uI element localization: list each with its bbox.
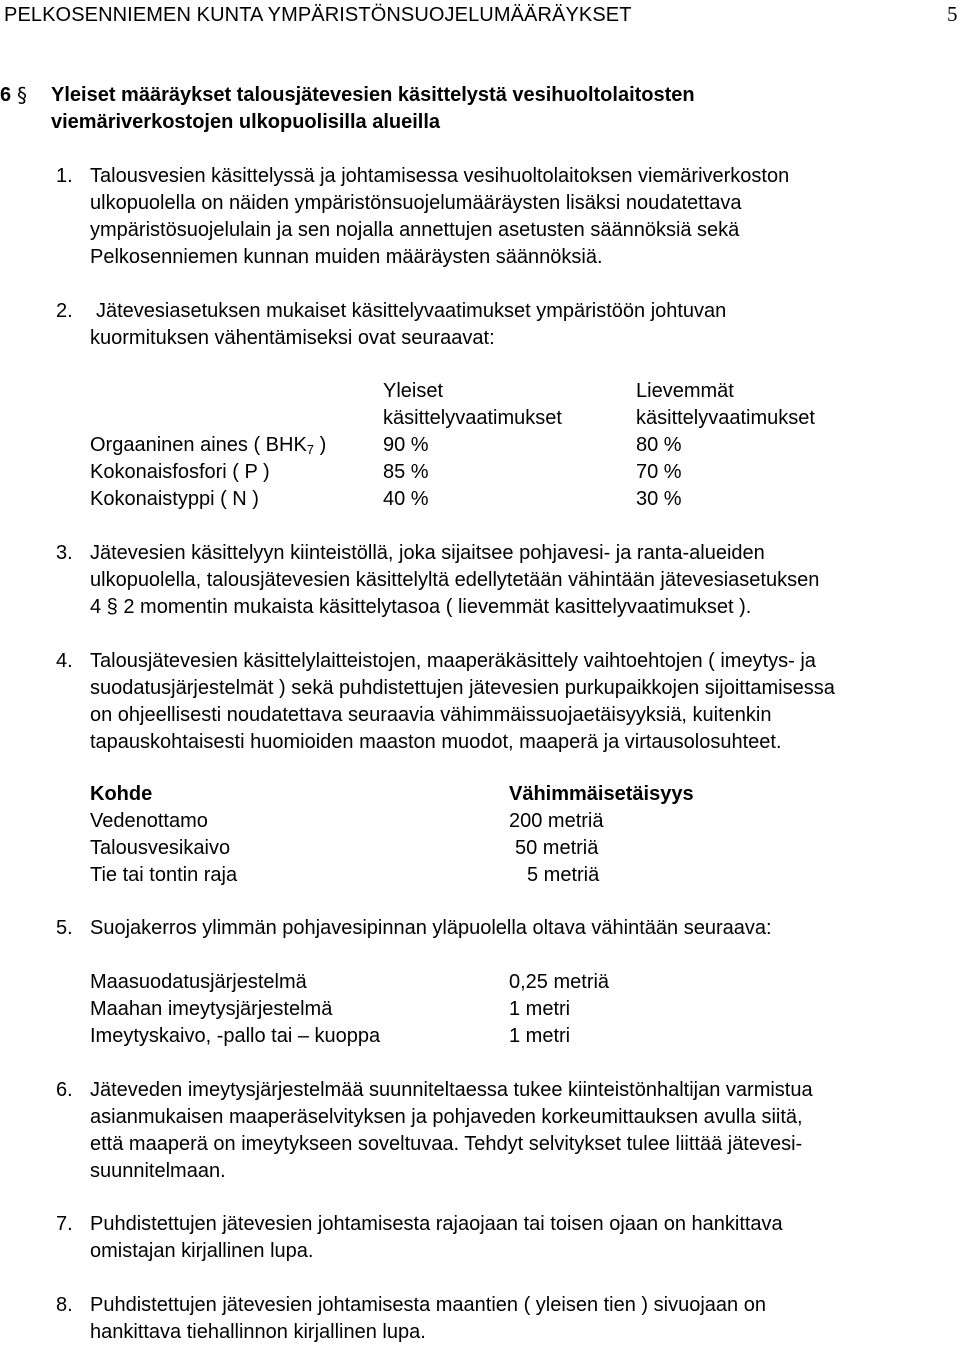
- item-4-line: suodatusjärjestelmät ) sekä puhdistettujen jätevesien purkupaikkojen sijoittamisessa: [90, 677, 835, 699]
- item-6: [56, 1077, 960, 1185]
- page-number: 5: [947, 2, 958, 26]
- table-row-label: Orgaaninen aines ( $BHK_7$ ): [90, 434, 327, 457]
- table-header-general-2: käsittelyvaatimukset: [383, 407, 562, 429]
- section-symbol: §: [17, 83, 27, 107]
- item-4-line: tapauskohtaisesti huomioiden maaston muodot, maaperä ja virtausolosuhteet.: [90, 731, 782, 753]
- item-5-line: Suojakerros ylimmän pohjavesipinnan yläpuolella oltava vähintään seuraava:: [90, 917, 772, 939]
- item-1-line: ulkopuolella on näiden ympäristönsuojelumääräysten lisäksi noudatettava: [90, 192, 742, 214]
- distance-row-value: 5 metriä: [527, 864, 600, 886]
- distance-row-target: Tie tai tontin raja: [90, 864, 238, 886]
- item-1-marker: 1.: [56, 165, 73, 187]
- item-3-line: ulkopuolella, talousjätevesien käsittelyltä edellytetään vähintään jätevesiasetuksen: [90, 569, 820, 591]
- item-3: [56, 540, 960, 621]
- item-2-line: kuormituksen vähentämiseksi ovat seuraavat:: [90, 327, 495, 349]
- table-header-general-1: Yleiset: [383, 380, 444, 402]
- item-6-line: että maaperä on imeytykseen soveltuvaa. Tehdyt selvitykset tulee liittää jätevesi-: [90, 1133, 803, 1155]
- item-7-line: Puhdistettujen jätevesien johtamisesta rajaojaan tai toisen ojaan on hankittava: [90, 1213, 783, 1235]
- table-cell-lenient: 80 %: [636, 434, 682, 456]
- table-cell-general: 85 %: [383, 461, 429, 483]
- item-6-line: Jäteveden imeytysjärjestelmää suunniteltaessa tukee kiinteistönhaltijan varmistua: [90, 1079, 813, 1101]
- item-7-line: omistajan kirjallinen lupa.: [90, 1240, 314, 1262]
- item-4-marker: 4.: [56, 650, 73, 672]
- table-row-label: Kokonaistyppi ( N ): [90, 488, 259, 510]
- cover-row-system: Imeytyskaivo, -pallo tai – kuoppa: [90, 1025, 381, 1047]
- item-1-line: Pelkosenniemen kunnan muiden määräysten säännöksiä.: [90, 246, 603, 268]
- table-cell-lenient: 30 %: [636, 488, 682, 510]
- table-cell-general: 40 %: [383, 488, 429, 510]
- section-title-line-2: viemäriverkostojen ulkopuolisilla alueilla: [51, 111, 441, 133]
- item-1-line: ympäristösuojelulain ja sen nojalla annettujen asetusten säännöksiä sekä: [90, 219, 740, 241]
- section-heading: [0, 82, 900, 136]
- table-cell-general: 90 %: [383, 434, 429, 456]
- distance-row-value: 50 metriä: [515, 837, 599, 859]
- table-row-label: Kokonaisfosfori ( P ): [90, 461, 270, 483]
- item-5: [56, 915, 960, 942]
- item-3-line: 4 § 2 momentin mukaista käsittelytasoa ( lievemmät kasittelyvaatimukset ).: [90, 596, 752, 618]
- item-5-marker: 5.: [56, 917, 73, 939]
- item-4: [56, 648, 960, 756]
- item-8: [56, 1292, 960, 1346]
- cover-row-system: Maahan imeytysjärjestelmä: [90, 998, 333, 1020]
- page-header-title: PELKOSENNIEMEN KUNTA YMPÄRISTÖNSUOJELUMÄÄRÄYKSET: [4, 4, 632, 26]
- item-4-line: on ohjeellisesti noudatettava seuraavia vähimmäissuojaetäisyyksiä, kuitenkin: [90, 704, 772, 726]
- cover-row-system: Maasuodatusjärjestelmä: [90, 971, 307, 993]
- item-1-line: Talousvesien käsittelyssä ja johtamisessa vesihuoltolaitoksen viemäriverkoston: [90, 165, 790, 187]
- item-6-line: asianmukaisen maaperäselvityksen ja pohjaveden korkeumittauksen avulla siitä,: [90, 1106, 803, 1128]
- cover-row-value: 1 metri: [509, 998, 571, 1020]
- item-8-marker: 8.: [56, 1294, 73, 1316]
- cover-row-value: 1 metri: [509, 1025, 571, 1047]
- distance-header-target: Kohde: [90, 783, 153, 805]
- table-cell-lenient: 70 %: [636, 461, 682, 483]
- item-7: [56, 1211, 960, 1265]
- item-2: [56, 298, 960, 352]
- cover-row-value: 0,25 metriä: [509, 971, 610, 993]
- table-header-lenient-1: Lievemmät: [636, 380, 734, 402]
- item-1: [56, 163, 960, 271]
- item-7-marker: 7.: [56, 1213, 73, 1235]
- distance-row-value: 200 metriä: [509, 810, 604, 832]
- item-3-marker: 3.: [56, 542, 73, 564]
- item-8-line: hankittava tiehallinnon kirjallinen lupa.: [90, 1321, 426, 1343]
- item-8-line: Puhdistettujen jätevesien johtamisesta maantien ( yleisen tien ) sivuojaan on: [90, 1294, 766, 1316]
- distance-row-target: Vedenottamo: [90, 810, 208, 832]
- section-number: 6: [0, 84, 12, 106]
- item-2-line: Jätevesiasetuksen mukaiset käsittelyvaatimukset ympäristöön johtuvan: [96, 300, 727, 322]
- distance-header-distance: Vähimmäisetäisyys: [509, 783, 694, 805]
- item-3-line: Jätevesien käsittelyyn kiinteistöllä, joka sijaitsee pohjavesi- ja ranta-alueiden: [90, 542, 765, 564]
- item-4-line: Talousjätevesien käsittelylaitteistojen, maaperäkäsittely vaihtoehtojen ( imeytys- ja: [90, 650, 816, 672]
- item-6-line: suunnitelmaan.: [90, 1160, 226, 1182]
- section-title-line-1: Yleiset määräykset talousjätevesien käsittelystä vesihuoltolaitosten: [51, 84, 695, 106]
- item-6-marker: 6.: [56, 1079, 73, 1101]
- distance-row-target: Talousvesikaivo: [90, 837, 231, 859]
- item-2-marker: 2.: [56, 300, 73, 322]
- table-header-lenient-2: käsittelyvaatimukset: [636, 407, 815, 429]
